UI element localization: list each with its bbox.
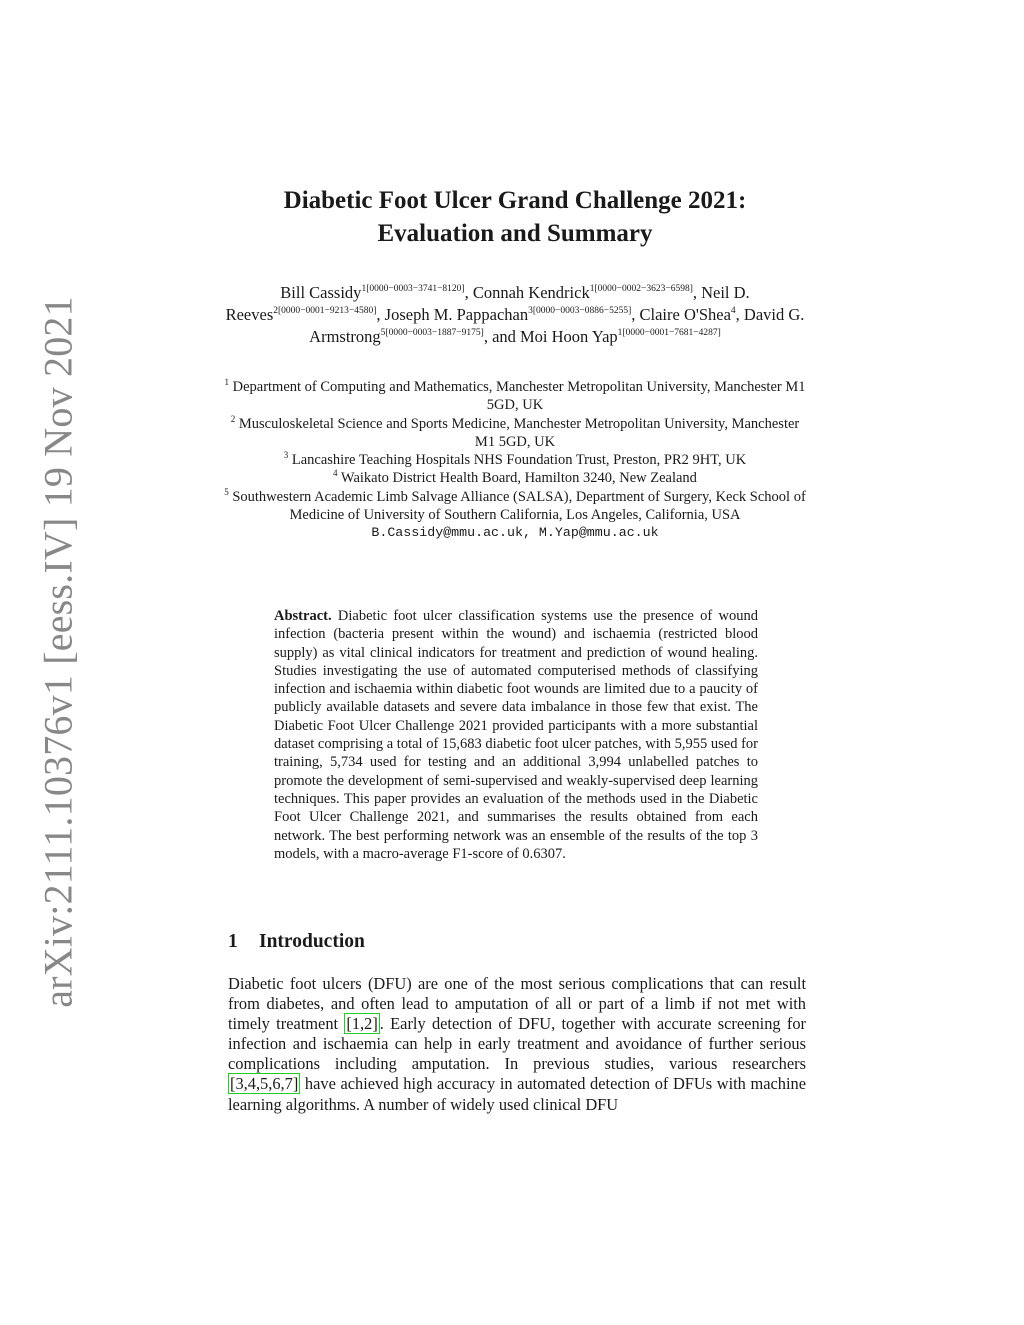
affiliation-number: 4 xyxy=(333,468,338,479)
abstract xyxy=(274,607,758,863)
affiliation-text: Lancashire Teaching Hospitals NHS Foundation Trust, Preston, PR2 9HT, UK xyxy=(291,452,747,469)
intro-text: Diabetic foot ulcers (DFU) are one of the most serious complications that can result from diabetes, and often lead to amputation of all or part of a limb if not met with timely treatment xyxy=(228,974,806,1034)
affiliation-item xyxy=(222,378,808,415)
affiliation-number: 2 xyxy=(230,413,236,424)
author-name: David G. Armstrong xyxy=(309,305,805,346)
affiliation-text: Waikato District Health Board, Hamilton 3240, New Zealand xyxy=(340,470,697,487)
arxiv-sidebar-stamp: arXiv:2111.10376v1 [eess.IV] 19 Nov 2021 xyxy=(35,296,81,1008)
author-conjunction: and xyxy=(492,327,516,346)
affiliation-text: Department of Computing and Mathematics, Manchester Metropolitan University, Manchester M1 5GD, UK xyxy=(232,379,806,414)
title-line-1: Diabetic Foot Ulcer Grand Challenge 2021: xyxy=(283,187,747,214)
author-affiliation-orcid: 1[0000−0001−7681−4287] xyxy=(617,328,721,338)
author-name: Claire O'Shea xyxy=(639,305,731,324)
section-title: Introduction xyxy=(259,931,365,952)
affiliation-text: Musculoskeletal Science and Sports Medicine, Manchester Metropolitan University, Manchester M1 5GD, UK xyxy=(238,415,800,450)
author-affiliation-orcid: 5[0000−0003−1887−9175] xyxy=(380,328,484,338)
author-name: Joseph M. Pappachan xyxy=(384,305,529,324)
abstract-label: Abstract. xyxy=(274,608,332,624)
author-name: Bill Cassidy xyxy=(280,283,362,302)
author-name: Neil D. Reeves xyxy=(225,283,750,324)
affiliation-number: 5 xyxy=(224,486,229,497)
affiliation-number: 1 xyxy=(224,377,229,387)
citation-link[interactable]: [3,4,5,6,7] xyxy=(230,1074,299,1094)
author-list: Bill Cassidy$^{1[0000-0003-3741-8120]}$, Connah Kendrick$^{1[0000-0002-3623-6598]}$, Neil D. Reeves$^{2[0000-0001-9213-4580]}$, Joseph M. Pappachan$^{3[0000-0003-0886-5255]}$, Claire O'Shea$^4$, David G. Armstrong$^{5[0000-0003-1887-9175]}$, and Moi Hoon Yap$^{1[0000-0001-7681-4287]}$ xyxy=(225,283,805,346)
paper-title xyxy=(230,184,800,250)
section-number: 1 xyxy=(228,931,238,952)
section-heading xyxy=(228,931,365,953)
affiliation-item xyxy=(222,469,808,487)
intro-text: . Early detection of DFU, together with accurate screening for infection and ischaemia can help in early treatment and avoidance of further serious complications including amputation. In previous studies, various researchers xyxy=(228,1014,806,1074)
affiliation-item xyxy=(222,415,808,452)
intro-text: have achieved high accuracy in automated detection of DFUs with machine learning algorithms. A number of widely used clinical DFU xyxy=(228,1074,806,1114)
author-affiliation-orcid: 3[0000−0003−0886−5255] xyxy=(528,306,632,316)
author-name: Connah Kendrick xyxy=(472,283,590,302)
author-affiliation-orcid: 1[0000−0003−3741−8120] xyxy=(361,284,465,294)
author-affiliation-orcid: 2[0000−0001−9213−4580] xyxy=(273,306,377,316)
author-name: Moi Hoon Yap xyxy=(520,327,618,346)
affiliation-list xyxy=(222,378,808,543)
title-line-2: Evaluation and Summary xyxy=(377,220,653,247)
affiliation-text: Southwestern Academic Limb Salvage Alliance (SALSA), Department of Surgery, Keck School of Medicine of University of Southern California, Los Angeles, California, USA xyxy=(232,488,806,524)
affiliation-item xyxy=(222,488,808,525)
author-affiliation-orcid: 4 xyxy=(730,306,736,316)
author-affiliation-orcid: 1[0000−0002−3623−6598] xyxy=(589,284,693,294)
abstract-text: Diabetic foot ulcer classification systems use the presence of wound infection (bacteria present within the wound) and ischaemia (restricted blood supply) as vital clinical indicators for treatment and prediction of wound healing. Studies investigating the use of automated computerised methods of classifying infection and ischaemia within diabetic foot wounds are limited due to a paucity of publicly available datasets and severe data imbalance in those few that exist. The Diabetic Foot Ulcer Challenge 2021 provided participants with a more substantial dataset comprising a total of 15,683 diabetic foot ulcer patches, with 5,955 used for training, 5,734 used for testing and an additional 3,994 unlabelled patches to promote the development of semi-supervised and weakly-supervised deep learning techniques. This paper provides an evaluation of the methods used in the Diabetic Foot Ulcer Challenge 2021, and summarises the results obtained from each network. The best performing network was an ensemble of the results of the top 3 models, with a macro-average F1-score of 0.6307. xyxy=(274,608,759,862)
citation-link[interactable]: [1,2] xyxy=(346,1014,378,1034)
contact-email: B.Cassidy@mmu.ac.uk, M.Yap@mmu.ac.uk xyxy=(371,525,659,541)
introduction-paragraph xyxy=(228,974,806,1115)
affiliation-item xyxy=(222,451,808,469)
affiliation-number: 3 xyxy=(283,450,289,461)
